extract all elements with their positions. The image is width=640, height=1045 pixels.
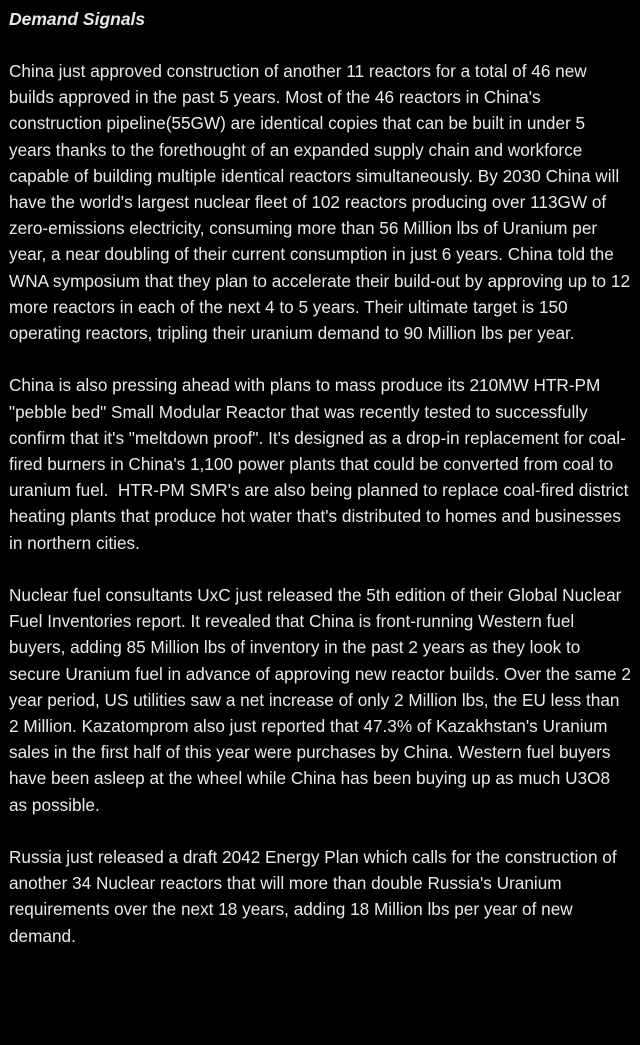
paragraph-china-reactors: China just approved construction of another 11 reactors for a total of 46 new builds approved in the past 5 years. Most of the 46 reactors in China's construction pipeline(55GW) are identical copies that can be built in under 5 years thanks to the forethought of an expanded supply chain and workforce capable of building multiple identical reactors simultaneously. By 2030 China will have the world's largest nuclear fleet of 102 reactors producing over 113GW of zero-emissions electricity, consuming more than 56 Million lbs of Uranium per year, a near doubling of their current consumption in just 6 years. China told the WNA symposium that they plan to accelerate their build-out by approving up to 12 more reactors in each of the next 4 to 5 years. Their ultimate target is 150 operating reactors, tripling their uranium demand to 90 Million lbs per year. xyxy=(9,61,635,344)
paragraph-uxc-inventories: Nuclear fuel consultants UxC just released the 5th edition of their Global Nuclear Fuel Inventories report. It revealed that China is front-running Western fuel buyers, adding 85 Million lbs of inventory in the past 2 years as they look to secure Uranium fuel in advance of approving new reactor builds. Over the same 2 year period, US utilities saw a net increase of only 2 Million lbs, the EU less than 2 Million. Kazatomprom also just reported that 47.3% of Kazakhstan's Uranium sales in the first half of this year were purchases by China. Western fuel buyers have been asleep at the wheel while China has been buying up as much U3O8 as possible. xyxy=(9,585,636,815)
paragraph-htr-pm-smr: China is also pressing ahead with plans to mass produce its 210MW HTR-PM "pebble bed" Small Modular Reactor that was recently tested to successfully confirm that it's "meltdown proof". It's designed as a drop-in replacement for coal-fired burners in China's 1,100 power plants that could be converted from coal to uranium fuel. HTR-PM SMR's are also being planned to replace coal-fired district heating plants that produce hot water that's distributed to homes and businesses in northern cities. xyxy=(9,375,634,553)
paragraph-russia-energy-plan: Russia just released a draft 2042 Energy Plan which calls for the construction of another 34 Nuclear reactors that will more than double Russia's Uranium requirements over the next 18 years, adding 18 Million lbs per year of new demand. xyxy=(9,847,622,946)
section-heading: Demand Signals xyxy=(9,9,146,29)
